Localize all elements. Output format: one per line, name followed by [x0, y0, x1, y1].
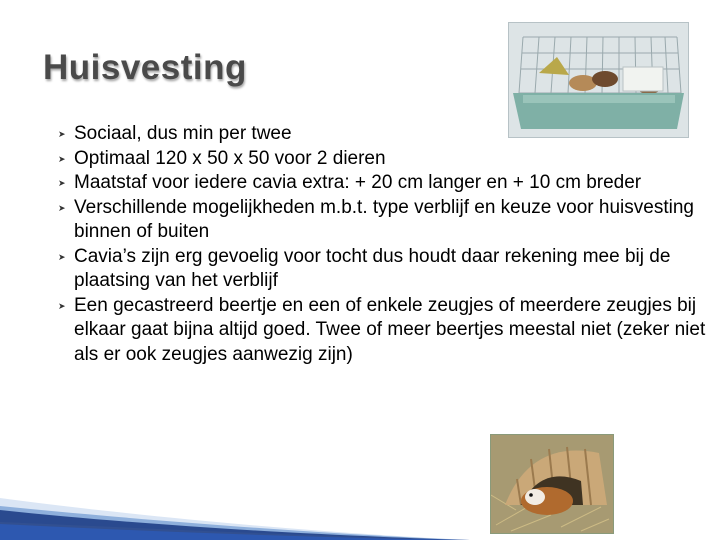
guinea-pig-photo: [490, 434, 614, 534]
bullet-text: Sociaal, dus min per twee: [74, 123, 292, 144]
bullet-item: [58, 196, 708, 245]
slide-title: Huisvesting: [43, 48, 247, 87]
arrow-bullet-icon: ➤: [58, 300, 66, 311]
bullet-item: [58, 147, 708, 172]
bullet-text: Een gecastreerd beertje en een of enkele zeugjes of meerdere zeugjes bij elkaar gaat bijna altijd goed. Twee of meer beertjes meestal niet (zeker niet als er ook zeugjes aanwezig zijn): [74, 294, 706, 365]
arrow-bullet-icon: ➤: [58, 178, 66, 188]
bullet-list: [58, 122, 708, 367]
cage-photo: [508, 22, 689, 138]
bullet-item: [58, 171, 708, 196]
decorative-ribbon: [0, 440, 470, 540]
arrow-bullet-icon: ➤: [58, 202, 66, 213]
arrow-bullet-icon: ➤: [58, 153, 66, 164]
bullet-item: [58, 245, 708, 294]
bullet-text: Cavia’s zijn erg gevoelig voor tocht dus houdt daar rekening mee bij de plaatsing van het verblijf: [74, 245, 671, 291]
bullet-item: [58, 294, 708, 368]
bullet-text: Maatstaf voor iedere cavia extra: + 20 cm langer en + 10 cm breder: [74, 172, 642, 193]
guinea-pig-illustration: [491, 435, 613, 533]
bullet-text: Optimaal 120 x 50 x 50 voor 2 dieren: [74, 147, 386, 169]
bullet-text: Verschillende mogelijkheden m.b.t. type verblijf en keuze voor huisvesting binnen of buiten: [74, 196, 694, 242]
arrow-bullet-icon: ➤: [58, 251, 66, 262]
cage-illustration: [509, 23, 688, 137]
arrow-bullet-icon: ➤: [58, 129, 66, 139]
